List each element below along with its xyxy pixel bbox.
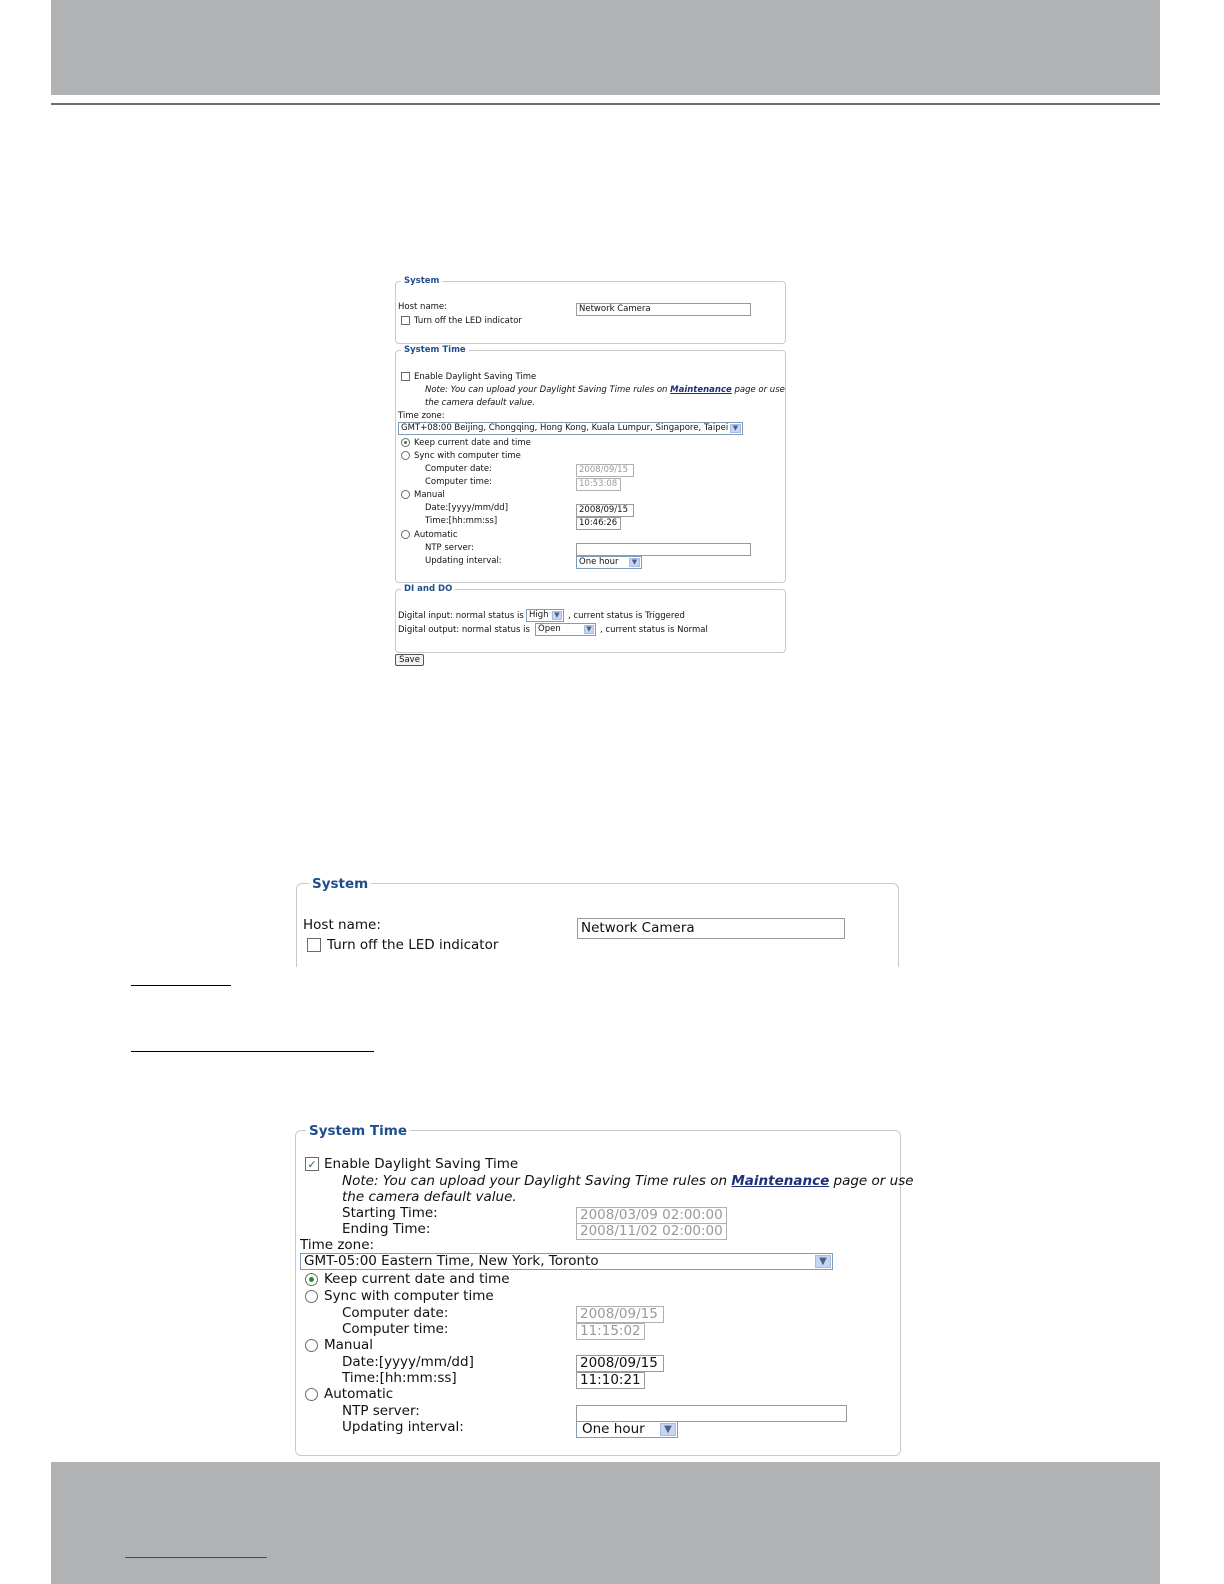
chevron-down-icon: ▼ xyxy=(660,1423,676,1436)
footer-link-underline[interactable] xyxy=(125,1557,267,1558)
dst-zoom-note-line2: the camera default value. xyxy=(342,1189,517,1205)
system-time-legend: System Time xyxy=(401,345,469,355)
host-name-zoom-input[interactable]: Network Camera xyxy=(577,918,845,939)
manual-time-zoom-label: Time:[hh:mm:ss] xyxy=(342,1370,457,1386)
manual-radio[interactable] xyxy=(401,490,410,499)
updating-interval-select[interactable]: One hour ▼ xyxy=(576,556,642,569)
di-do-legend: DI and DO xyxy=(401,584,455,594)
chevron-down-icon: ▼ xyxy=(584,625,594,634)
computer-time-zoom-input: 11:15:02 xyxy=(576,1323,645,1340)
digital-output-status: , current status is Normal xyxy=(600,625,708,635)
updating-interval-zoom-label: Updating interval: xyxy=(342,1419,464,1435)
ntp-server-zoom-label: NTP server: xyxy=(342,1403,420,1419)
computer-date-zoom-input: 2008/09/15 xyxy=(576,1306,664,1323)
dst-note-line2: the camera default value. xyxy=(425,398,535,408)
manual-label: Manual xyxy=(414,490,445,500)
host-name-zoom-label: Host name: xyxy=(303,917,381,933)
manual-time-input[interactable]: 10:46:26 xyxy=(576,517,621,530)
manual-date-zoom-label: Date:[yyyy/mm/dd] xyxy=(342,1354,474,1370)
chevron-down-icon: ▼ xyxy=(552,611,562,620)
dst-zoom-checkbox[interactable] xyxy=(305,1157,319,1171)
time-zone-zoom-select[interactable]: GMT-05:00 Eastern Time, New York, Toronto ▼ xyxy=(300,1253,833,1270)
dst-checkbox[interactable] xyxy=(401,372,410,381)
ntp-server-zoom-input[interactable] xyxy=(576,1405,847,1422)
starting-time-input: 2008/03/09 02:00:00 xyxy=(576,1207,727,1224)
radio-dot-icon xyxy=(404,441,407,444)
check-icon: ✓ xyxy=(307,1157,317,1171)
updating-interval-label: Updating interval: xyxy=(425,556,502,566)
starting-time-label: Starting Time: xyxy=(342,1205,438,1221)
automatic-radio[interactable] xyxy=(401,530,410,539)
radio-dot-icon xyxy=(309,1277,314,1282)
automatic-label: Automatic xyxy=(414,530,458,540)
computer-date-zoom-label: Computer date: xyxy=(342,1305,449,1321)
ending-time-input: 2008/11/02 02:00:00 xyxy=(576,1223,727,1240)
text-link-underline xyxy=(131,1051,374,1052)
manual-zoom-radio[interactable] xyxy=(305,1339,318,1352)
sync-zoom-label: Sync with computer time xyxy=(324,1288,494,1304)
system-zoom-legend: System xyxy=(309,876,371,892)
keep-time-radio[interactable] xyxy=(401,438,410,447)
manual-date-zoom-input[interactable]: 2008/09/15 xyxy=(576,1355,664,1372)
updating-interval-zoom-select[interactable]: One hour ▼ xyxy=(576,1421,678,1438)
system-time-zoom-legend: System Time xyxy=(306,1123,410,1139)
time-zone-label: Time zone: xyxy=(398,411,445,421)
header-band xyxy=(51,0,1160,95)
time-zone-select[interactable]: GMT+08:00 Beijing, Chongqing, Hong Kong, Kuala Lumpur, Singapore, Taipei ▼ xyxy=(398,422,743,435)
keep-time-zoom-radio[interactable] xyxy=(305,1273,318,1286)
manual-date-label: Date:[yyyy/mm/dd] xyxy=(425,503,509,513)
keep-time-zoom-label: Keep current date and time xyxy=(324,1271,510,1287)
led-checkbox[interactable] xyxy=(401,316,410,325)
manual-time-zoom-input[interactable]: 11:10:21 xyxy=(576,1372,645,1389)
automatic-zoom-radio[interactable] xyxy=(305,1388,318,1401)
computer-time-input: 10:53:08 xyxy=(576,478,621,491)
sync-zoom-radio[interactable] xyxy=(305,1290,318,1303)
computer-time-zoom-label: Computer time: xyxy=(342,1321,449,1337)
maintenance-link[interactable]: Maintenance xyxy=(670,385,732,395)
manual-zoom-label: Manual xyxy=(324,1337,374,1353)
footer-band xyxy=(51,1462,1160,1584)
time-zone-zoom-label: Time zone: xyxy=(300,1237,375,1253)
computer-time-label: Computer time: xyxy=(425,477,493,487)
led-zoom-label: Turn off the LED indicator xyxy=(327,937,499,953)
save-button[interactable]: Save xyxy=(395,654,424,666)
maintenance-zoom-link[interactable]: Maintenance xyxy=(731,1173,830,1189)
digital-output-select[interactable]: Open ▼ xyxy=(535,623,596,636)
ending-time-label: Ending Time: xyxy=(342,1221,431,1237)
dst-zoom-note: Note: You can upload your Daylight Saving Time rules on Maintenance page or use xyxy=(342,1173,914,1189)
dst-label: Enable Daylight Saving Time xyxy=(414,372,537,382)
host-name-label: Host name: xyxy=(398,302,448,312)
dst-zoom-label: Enable Daylight Saving Time xyxy=(324,1156,519,1172)
automatic-zoom-label: Automatic xyxy=(324,1386,394,1402)
dst-note: Note: You can upload your Daylight Saving Time rules on Maintenance page or use xyxy=(425,385,785,395)
ntp-server-label: NTP server: xyxy=(425,543,474,553)
host-name-input[interactable]: Network Camera xyxy=(576,303,751,316)
di-do-fieldset xyxy=(395,589,786,653)
digital-input-label: Digital input: normal status is xyxy=(398,611,524,621)
keep-time-label: Keep current date and time xyxy=(414,438,531,448)
digital-input-select[interactable]: High ▼ xyxy=(526,609,564,622)
manual-time-label: Time:[hh:mm:ss] xyxy=(425,516,498,526)
manual-date-input[interactable]: 2008/09/15 xyxy=(576,504,634,517)
computer-date-label: Computer date: xyxy=(425,464,492,474)
chevron-down-icon: ▼ xyxy=(730,424,741,433)
chevron-down-icon: ▼ xyxy=(629,558,640,567)
sync-label: Sync with computer time xyxy=(414,451,521,461)
system-legend: System xyxy=(401,276,442,286)
text-link-underline xyxy=(131,985,231,986)
sync-radio[interactable] xyxy=(401,451,410,460)
ntp-server-input[interactable] xyxy=(576,543,751,556)
led-label: Turn off the LED indicator xyxy=(414,316,522,326)
header-rule xyxy=(51,103,1160,105)
digital-output-label: Digital output: normal status is xyxy=(398,625,530,635)
computer-date-input: 2008/09/15 xyxy=(576,464,634,477)
led-zoom-checkbox[interactable] xyxy=(307,938,321,952)
digital-input-status: , current status is Triggered xyxy=(568,611,685,621)
chevron-down-icon: ▼ xyxy=(815,1255,831,1268)
